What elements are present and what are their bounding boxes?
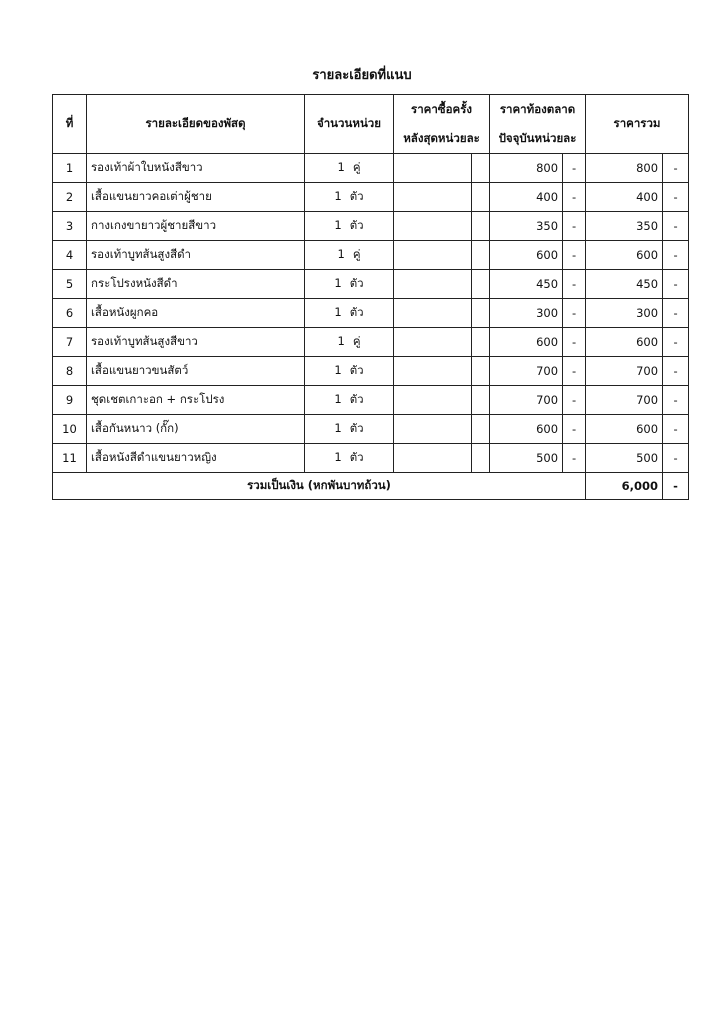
row-market-dash: - (563, 212, 586, 241)
header-total: ราคารวม (586, 95, 689, 154)
row-qty-value: 1 (334, 450, 342, 464)
summary-total: 6,000 (586, 473, 663, 500)
page-title: รายละเอียดที่แนบ (312, 68, 412, 83)
row-no: 1 (53, 154, 87, 183)
row-total: 800 (586, 154, 663, 183)
row-qty-value: 1 (334, 276, 342, 290)
row-unit: ตัว (349, 218, 364, 232)
row-qty-value: 1 (334, 363, 342, 377)
row-description: กางเกงขายาวผู้ชายสีขาว (87, 212, 305, 241)
row-description: เสื้อแขนยาวคอเต่าผู้ชาย (87, 183, 305, 212)
row-market-price: 350 (490, 212, 563, 241)
table-row (53, 444, 689, 473)
header-last-price-line1: ราคาซื้อครั้ง (394, 95, 490, 125)
row-no: 7 (53, 328, 87, 357)
row-description: เสื้อกันหนาว (กั๊ก) (87, 415, 305, 444)
row-last-price (394, 212, 472, 241)
row-qty-value: 1 (334, 189, 342, 203)
row-last-price-dash (472, 328, 490, 357)
row-description: เสื้อหนังสีดำแขนยาวหญิง (87, 444, 305, 473)
row-quantity (305, 386, 394, 415)
row-last-price-dash (472, 357, 490, 386)
row-total: 300 (586, 299, 663, 328)
summary-total-dash: - (663, 473, 689, 500)
row-last-price-dash (472, 241, 490, 270)
header-quantity: จำนวนหน่วย (305, 95, 394, 154)
row-last-price (394, 415, 472, 444)
row-last-price-dash (472, 444, 490, 473)
row-no: 9 (53, 386, 87, 415)
row-unit: ตัว (349, 392, 364, 406)
row-description: เสื้อแขนยาวขนสัตว์ (87, 357, 305, 386)
row-quantity (305, 270, 394, 299)
row-market-dash: - (563, 415, 586, 444)
row-total: 400 (586, 183, 663, 212)
row-last-price (394, 328, 472, 357)
row-last-price (394, 183, 472, 212)
row-market-price: 600 (490, 241, 563, 270)
table-row (53, 357, 689, 386)
header-last-price-line2: หลังสุดหน่วยละ (394, 124, 490, 154)
row-total-dash: - (663, 328, 689, 357)
row-description: เสื้อหนังผูกคอ (87, 299, 305, 328)
row-unit: คู่ (352, 160, 361, 174)
row-market-price: 700 (490, 357, 563, 386)
row-market-dash: - (563, 444, 586, 473)
row-unit: คู่ (352, 247, 361, 261)
row-no: 8 (53, 357, 87, 386)
row-market-dash: - (563, 328, 586, 357)
row-last-price-dash (472, 299, 490, 328)
row-total-dash: - (663, 357, 689, 386)
header-no: ที่ (53, 95, 87, 154)
row-description: รองเท้าผ้าใบหนังสีขาว (87, 154, 305, 183)
row-market-dash: - (563, 154, 586, 183)
table-row (53, 299, 689, 328)
row-description: รองเท้าบูทส้นสูงสีขาว (87, 328, 305, 357)
row-last-price (394, 386, 472, 415)
row-market-price: 600 (490, 328, 563, 357)
table-body (53, 154, 689, 473)
row-total-dash: - (663, 154, 689, 183)
row-qty-value: 1 (334, 392, 342, 406)
row-unit: ตัว (349, 189, 364, 203)
row-description: ชุดเชตเกาะอก + กระโปรง (87, 386, 305, 415)
header-description: รายละเอียดของพัสดุ (87, 95, 305, 154)
row-quantity (305, 212, 394, 241)
row-total: 350 (586, 212, 663, 241)
row-last-price-dash (472, 386, 490, 415)
row-unit: ตัว (349, 363, 364, 377)
row-quantity (305, 444, 394, 473)
row-last-price-dash (472, 154, 490, 183)
row-market-price: 800 (490, 154, 563, 183)
row-market-dash: - (563, 299, 586, 328)
row-no: 11 (53, 444, 87, 473)
summary-row (53, 473, 689, 500)
row-no: 2 (53, 183, 87, 212)
row-quantity (305, 328, 394, 357)
row-quantity (305, 154, 394, 183)
row-no: 6 (53, 299, 87, 328)
row-qty-value: 1 (337, 160, 345, 174)
row-last-price (394, 154, 472, 183)
row-last-price (394, 241, 472, 270)
row-qty-value: 1 (337, 334, 345, 348)
row-market-dash: - (563, 183, 586, 212)
row-unit: ตัว (349, 305, 364, 319)
row-market-dash: - (563, 386, 586, 415)
table-row (53, 241, 689, 270)
row-unit: คู่ (352, 334, 361, 348)
row-market-price: 400 (490, 183, 563, 212)
row-unit: ตัว (349, 450, 364, 464)
item-table (52, 94, 689, 500)
row-unit: ตัว (349, 276, 364, 290)
row-description: รองเท้าบูทส้นสูงสีดำ (87, 241, 305, 270)
row-total-dash: - (663, 415, 689, 444)
row-market-dash: - (563, 357, 586, 386)
table-row (53, 183, 689, 212)
table-row (53, 386, 689, 415)
row-no: 10 (53, 415, 87, 444)
table-row (53, 328, 689, 357)
row-no: 4 (53, 241, 87, 270)
row-quantity (305, 357, 394, 386)
row-total: 700 (586, 386, 663, 415)
header-market-price-line1: ราคาท้องตลาด (490, 95, 586, 125)
row-last-price-dash (472, 415, 490, 444)
table-row (53, 415, 689, 444)
row-total-dash: - (663, 299, 689, 328)
row-total-dash: - (663, 183, 689, 212)
row-quantity (305, 183, 394, 212)
row-last-price-dash (472, 270, 490, 299)
row-last-price (394, 357, 472, 386)
row-market-price: 300 (490, 299, 563, 328)
row-total-dash: - (663, 241, 689, 270)
row-unit: ตัว (349, 421, 364, 435)
row-no: 3 (53, 212, 87, 241)
row-market-price: 500 (490, 444, 563, 473)
row-total: 450 (586, 270, 663, 299)
row-total: 600 (586, 241, 663, 270)
row-last-price-dash (472, 212, 490, 241)
row-market-dash: - (563, 270, 586, 299)
row-qty-value: 1 (334, 218, 342, 232)
row-total-dash: - (663, 212, 689, 241)
row-total-dash: - (663, 444, 689, 473)
row-market-price: 450 (490, 270, 563, 299)
row-total-dash: - (663, 386, 689, 415)
row-no: 5 (53, 270, 87, 299)
row-description: กระโปรงหนังสีดำ (87, 270, 305, 299)
summary-label: รวมเป็นเงิน (หกพันบาทถ้วน) (53, 473, 586, 500)
row-quantity (305, 415, 394, 444)
row-total: 500 (586, 444, 663, 473)
row-market-dash: - (563, 241, 586, 270)
row-market-price: 700 (490, 386, 563, 415)
row-qty-value: 1 (334, 421, 342, 435)
row-last-price (394, 444, 472, 473)
table-row (53, 270, 689, 299)
row-total: 600 (586, 328, 663, 357)
row-quantity (305, 299, 394, 328)
row-total: 600 (586, 415, 663, 444)
row-last-price (394, 270, 472, 299)
table-row (53, 212, 689, 241)
row-market-price: 600 (490, 415, 563, 444)
row-last-price-dash (472, 183, 490, 212)
table-row (53, 154, 689, 183)
row-total-dash: - (663, 270, 689, 299)
row-qty-value: 1 (337, 247, 345, 261)
row-quantity (305, 241, 394, 270)
row-qty-value: 1 (334, 305, 342, 319)
row-total: 700 (586, 357, 663, 386)
row-last-price (394, 299, 472, 328)
header-market-price-line2: ปัจจุบันหน่วยละ (490, 124, 586, 154)
